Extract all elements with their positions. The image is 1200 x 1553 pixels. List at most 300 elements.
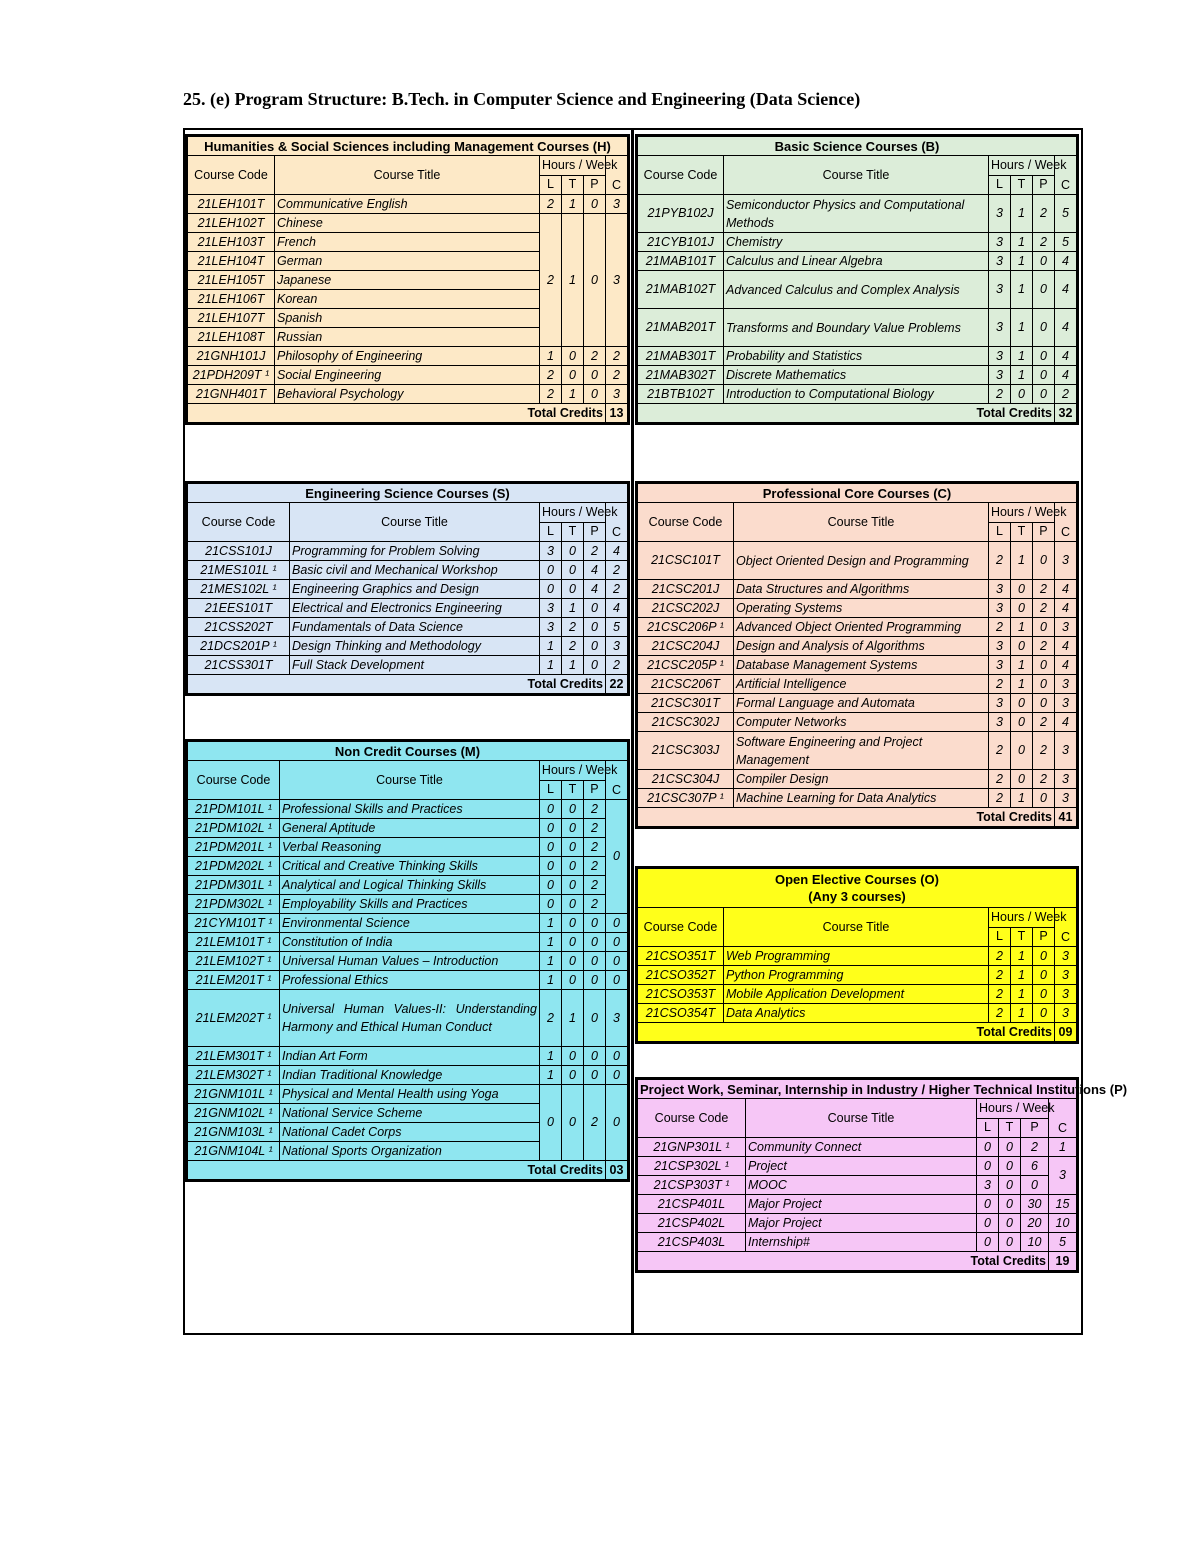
hours-t: 0 <box>1010 770 1032 789</box>
hours-t: 1 <box>1010 347 1032 366</box>
hours-p: 2 <box>583 1085 605 1161</box>
credits: 3 <box>605 214 627 347</box>
table-row <box>188 895 628 914</box>
hours-p: 2 <box>583 542 605 561</box>
hours-p: 0 <box>583 637 605 656</box>
hours-t: 1 <box>561 990 583 1047</box>
course-code: 21CSC303J <box>638 732 734 770</box>
hours-p: 2 <box>583 819 605 838</box>
hours-l: 3 <box>988 252 1010 271</box>
hours-l: 0 <box>539 1085 561 1161</box>
table-row <box>638 1233 1077 1252</box>
hours-l: 2 <box>539 366 561 385</box>
course-code: 21CSO352T <box>638 966 724 985</box>
hours-p: 2 <box>583 838 605 857</box>
credits: 4 <box>1054 580 1076 599</box>
table-row <box>638 732 1077 770</box>
header-l: L <box>539 780 561 800</box>
hours-l: 3 <box>539 618 561 637</box>
course-code: 21CSS101J <box>188 542 290 561</box>
non-credit-block <box>185 739 630 1182</box>
table-row <box>638 656 1077 675</box>
header-course-code: Course Code <box>638 1099 746 1138</box>
course-title: Environmental Science <box>280 914 540 933</box>
hours-p: 0 <box>583 990 605 1047</box>
course-title: Machine Learning for Data Analytics <box>734 789 989 808</box>
course-title: Major Project <box>746 1214 977 1233</box>
hours-t: 1 <box>1010 542 1032 580</box>
credits: 5 <box>1049 1233 1077 1252</box>
course-code: 21PDM102L ¹ <box>188 819 280 838</box>
course-title: Major Project <box>746 1195 977 1214</box>
course-code: 21CYB101J <box>638 233 724 252</box>
hours-l: 0 <box>539 819 561 838</box>
hours-t: 0 <box>561 952 583 971</box>
course-title: Community Connect <box>746 1138 977 1157</box>
hours-l: 0 <box>977 1195 999 1214</box>
course-code: 21PDM101L ¹ <box>188 800 280 819</box>
credits: 4 <box>605 599 627 618</box>
course-title: Project <box>746 1157 977 1176</box>
header-course-title: Course Title <box>275 156 540 195</box>
header-t: T <box>1010 175 1032 195</box>
hours-t: 0 <box>561 914 583 933</box>
course-title: Russian <box>275 328 540 347</box>
hours-l: 3 <box>988 271 1010 309</box>
course-code: 21CSC204J <box>638 637 734 656</box>
hours-l: 1 <box>539 347 561 366</box>
hours-t: 0 <box>1010 713 1032 732</box>
table-row <box>188 933 628 952</box>
table-row <box>188 195 628 214</box>
table-row <box>638 966 1077 985</box>
table-row <box>188 800 628 819</box>
course-code: 21LEH106T <box>188 290 275 309</box>
header-l: L <box>988 175 1010 195</box>
course-code: 21DCS201P ¹ <box>188 637 290 656</box>
table-row <box>188 857 628 876</box>
course-title: French <box>275 233 540 252</box>
course-code: 21CSC307P ¹ <box>638 789 734 808</box>
hours-p: 2 <box>1032 713 1054 732</box>
course-title: Mobile Application Development <box>724 985 989 1004</box>
engineering-science-table <box>187 483 628 694</box>
hours-p: 0 <box>1032 252 1054 271</box>
project-work-block <box>635 1077 1128 1273</box>
table-row <box>638 675 1077 694</box>
course-title: Social Engineering <box>275 366 540 385</box>
credits: 4 <box>605 542 627 561</box>
hours-p: 0 <box>1032 618 1054 637</box>
table-row <box>188 637 628 656</box>
table-row <box>638 618 1077 637</box>
header-c: C <box>605 503 627 542</box>
hours-p: 0 <box>1032 309 1054 347</box>
hours-p: 2 <box>1032 195 1054 233</box>
credits: 2 <box>1054 385 1076 404</box>
table-row <box>188 599 628 618</box>
course-code: 21GNM101L ¹ <box>188 1085 280 1104</box>
hours-l: 2 <box>989 966 1011 985</box>
hours-t: 0 <box>1010 599 1032 618</box>
course-title: Universal Human Values-II: Understanding Harmony and Ethical Human Conduct <box>280 990 540 1047</box>
course-code: 21PDM201L ¹ <box>188 838 280 857</box>
hours-p: 0 <box>1033 966 1055 985</box>
header-course-title: Course Title <box>280 761 540 800</box>
table-row <box>638 713 1077 732</box>
open-elective-subtitle: (Any 3 courses) <box>808 889 906 904</box>
table-row <box>638 637 1077 656</box>
hours-t: 1 <box>561 195 583 214</box>
course-title: Artificial Intelligence <box>734 675 989 694</box>
hours-t: 0 <box>1010 694 1032 713</box>
table-row <box>188 347 628 366</box>
hours-l: 0 <box>539 580 561 599</box>
course-code: 21MAB102T <box>638 271 724 309</box>
hours-t: 0 <box>561 561 583 580</box>
credits: 2 <box>605 561 627 580</box>
course-code: 21LEM101T ¹ <box>188 933 280 952</box>
table-row <box>638 195 1077 233</box>
hours-t: 0 <box>561 366 583 385</box>
credits: 0 <box>605 1047 627 1066</box>
course-code: 21MES101L ¹ <box>188 561 290 580</box>
header-p: P <box>1033 927 1055 947</box>
page-heading: 25. (e) Program Structure: B.Tech. in Computer Science and Engineering (Data Science) <box>183 89 861 109</box>
hours-p: 2 <box>1032 233 1054 252</box>
credits: 5 <box>1054 195 1076 233</box>
hours-t: 0 <box>561 857 583 876</box>
hours-l: 0 <box>539 838 561 857</box>
course-title: Electrical and Electronics Engineering <box>290 599 540 618</box>
course-code: 21CSC101T <box>638 542 734 580</box>
course-title: National Cadet Corps <box>280 1123 540 1142</box>
course-code: 21GNM103L ¹ <box>188 1123 280 1142</box>
course-title: National Service Scheme <box>280 1104 540 1123</box>
credits: 3 <box>1054 675 1076 694</box>
hours-p: 0 <box>583 195 605 214</box>
hours-l: 1 <box>539 637 561 656</box>
hours-t: 0 <box>561 971 583 990</box>
hours-l: 3 <box>988 637 1010 656</box>
header-c: C <box>1049 1099 1077 1138</box>
table-row <box>638 789 1077 808</box>
hours-l: 0 <box>977 1138 999 1157</box>
credits: 3 <box>1055 1004 1077 1023</box>
hours-p: 0 <box>583 656 605 675</box>
hours-p: 0 <box>1032 789 1054 808</box>
course-title: Communicative English <box>275 195 540 214</box>
table-row <box>638 1004 1077 1023</box>
hours-t: 1 <box>1011 947 1033 966</box>
course-code: 21LEH105T <box>188 271 275 290</box>
header-l: L <box>539 175 561 195</box>
course-title: Data Analytics <box>724 1004 989 1023</box>
hours-l: 2 <box>539 385 561 404</box>
hours-p: 0 <box>583 385 605 404</box>
table-row <box>638 985 1077 1004</box>
course-title: Chinese <box>275 214 540 233</box>
hours-l: 2 <box>989 1004 1011 1023</box>
header-hours: Hours / Week <box>977 1099 1049 1119</box>
header-course-title: Course Title <box>290 503 540 542</box>
course-title: Data Structures and Algorithms <box>734 580 989 599</box>
hours-l: 3 <box>988 656 1010 675</box>
header-l: L <box>977 1118 999 1138</box>
hours-l: 1 <box>539 656 561 675</box>
header-t: T <box>999 1118 1021 1138</box>
table-row <box>188 385 628 404</box>
header-c: C <box>605 156 627 195</box>
course-code: 21PDM301L ¹ <box>188 876 280 895</box>
hours-l: 0 <box>977 1157 999 1176</box>
course-code: 21MAB302T <box>638 366 724 385</box>
hours-t: 0 <box>999 1176 1021 1195</box>
course-code: 21MAB101T <box>638 252 724 271</box>
course-code: 21CSO354T <box>638 1004 724 1023</box>
header-t: T <box>1011 927 1033 947</box>
course-title: Engineering Graphics and Design <box>290 580 540 599</box>
table-row <box>188 542 628 561</box>
header-p: P <box>583 175 605 195</box>
course-code: 21CSC301T <box>638 694 734 713</box>
course-title: Calculus and Linear Algebra <box>724 252 989 271</box>
table-row <box>638 599 1077 618</box>
header-c: C <box>1054 156 1076 195</box>
header-course-title: Course Title <box>724 156 989 195</box>
hours-l: 0 <box>539 561 561 580</box>
course-code: 21CSP402L <box>638 1214 746 1233</box>
hours-l: 3 <box>988 233 1010 252</box>
course-title: Advanced Object Oriented Programming <box>734 618 989 637</box>
open-elective-title: Open Elective Courses (O) <box>775 872 939 887</box>
header-t: T <box>561 175 583 195</box>
table-row <box>638 309 1077 347</box>
project-work-table <box>637 1079 1128 1271</box>
hours-p: 0 <box>1032 656 1054 675</box>
hours-t: 0 <box>999 1138 1021 1157</box>
hours-t: 1 <box>561 385 583 404</box>
course-code: 21PDM202L ¹ <box>188 857 280 876</box>
hours-l: 2 <box>989 985 1011 1004</box>
hours-l: 0 <box>539 857 561 876</box>
table-row <box>638 1138 1077 1157</box>
hours-p: 0 <box>583 933 605 952</box>
header-course-code: Course Code <box>188 503 290 542</box>
hours-p: 0 <box>1032 694 1054 713</box>
hours-p: 2 <box>1032 637 1054 656</box>
hours-p: 4 <box>583 561 605 580</box>
total-credits-label: Total Credits <box>188 675 606 694</box>
hours-l: 0 <box>977 1233 999 1252</box>
hours-t: 1 <box>1010 271 1032 309</box>
credits: 0 <box>605 933 627 952</box>
hours-p: 2 <box>1032 599 1054 618</box>
course-code: 21LEM202T ¹ <box>188 990 280 1047</box>
credits: 5 <box>605 618 627 637</box>
credits: 3 <box>1055 985 1077 1004</box>
hours-t: 0 <box>561 580 583 599</box>
credits: 4 <box>1054 713 1076 732</box>
humanities-table <box>187 136 628 423</box>
hours-l: 0 <box>539 895 561 914</box>
credits: 3 <box>1054 732 1076 770</box>
hours-p: 0 <box>1032 366 1054 385</box>
credits: 0 <box>605 971 627 990</box>
credits: 3 <box>605 385 627 404</box>
credits: 3 <box>1054 789 1076 808</box>
table-row <box>638 1176 1077 1195</box>
table-row <box>188 214 628 233</box>
table-row <box>188 819 628 838</box>
hours-t: 0 <box>561 347 583 366</box>
header-hours: Hours / Week <box>988 156 1054 176</box>
course-title: National Sports Organization <box>280 1142 540 1161</box>
course-code: 21LEH108T <box>188 328 275 347</box>
hours-p: 30 <box>1021 1195 1049 1214</box>
hours-p: 20 <box>1021 1214 1049 1233</box>
hours-t: 1 <box>1010 656 1032 675</box>
course-code: 21CSS202T <box>188 618 290 637</box>
hours-l: 2 <box>539 990 561 1047</box>
credits: 3 <box>605 637 627 656</box>
header-c: C <box>1055 908 1077 947</box>
hours-p: 2 <box>1032 580 1054 599</box>
hours-p: 4 <box>583 580 605 599</box>
credits: 3 <box>1055 966 1077 985</box>
hours-l: 1 <box>539 914 561 933</box>
total-credits-label: Total Credits <box>638 404 1055 423</box>
course-title: Operating Systems <box>734 599 989 618</box>
table-row <box>638 233 1077 252</box>
course-title: Software Engineering and Project Management <box>734 732 989 770</box>
credits: 3 <box>1054 770 1076 789</box>
course-code: 21MAB201T <box>638 309 724 347</box>
table-row <box>638 947 1077 966</box>
hours-p: 2 <box>583 876 605 895</box>
total-credits-value: 13 <box>605 404 627 423</box>
course-title: Universal Human Values – Introduction <box>280 952 540 971</box>
total-credits-value: 19 <box>1049 1252 1077 1271</box>
credits: 0 <box>605 800 627 914</box>
credits: 3 <box>605 195 627 214</box>
header-p: P <box>1032 522 1054 542</box>
hours-t: 2 <box>561 618 583 637</box>
header-hours: Hours / Week <box>539 503 605 523</box>
table-row <box>188 914 628 933</box>
credits: 2 <box>605 580 627 599</box>
course-code: 21CSC202J <box>638 599 734 618</box>
header-p: P <box>1032 175 1054 195</box>
header-p: P <box>583 522 605 542</box>
course-code: 21CSC206P ¹ <box>638 618 734 637</box>
hours-p: 0 <box>583 971 605 990</box>
course-title: Python Programming <box>724 966 989 985</box>
course-title: Japanese <box>275 271 540 290</box>
header-course-code: Course Code <box>638 156 724 195</box>
project-work-title: Project Work, Seminar, Internship in Industry / Higher Technical Institutions (P) <box>638 1080 1077 1099</box>
header-hours: Hours / Week <box>988 503 1054 523</box>
hours-l: 3 <box>988 366 1010 385</box>
course-code: 21LEH101T <box>188 195 275 214</box>
credits: 3 <box>605 990 627 1047</box>
hours-p: 2 <box>583 347 605 366</box>
hours-t: 1 <box>1010 789 1032 808</box>
course-title: Advanced Calculus and Complex Analysis <box>724 271 989 309</box>
course-code: 21CSC302J <box>638 713 734 732</box>
table-row <box>638 366 1077 385</box>
humanities-title: Humanities & Social Sciences including Management Courses (H) <box>188 137 628 156</box>
credits: 3 <box>1054 694 1076 713</box>
table-row <box>188 618 628 637</box>
hours-l: 1 <box>539 1066 561 1085</box>
hours-p: 0 <box>583 952 605 971</box>
hours-l: 3 <box>977 1176 999 1195</box>
table-row <box>638 385 1077 404</box>
course-code: 21CSC206T <box>638 675 734 694</box>
course-code: 21CSO353T <box>638 985 724 1004</box>
hours-p: 2 <box>1032 732 1054 770</box>
header-p: P <box>1021 1118 1049 1138</box>
hours-t: 0 <box>561 1066 583 1085</box>
hours-p: 6 <box>1021 1157 1049 1176</box>
course-title: Philosophy of Engineering <box>275 347 540 366</box>
course-code: 21CSP303T ¹ <box>638 1176 746 1195</box>
course-title: Compiler Design <box>734 770 989 789</box>
course-title: Full Stack Development <box>290 656 540 675</box>
basic-science-table <box>637 136 1077 423</box>
table-row <box>638 580 1077 599</box>
hours-t: 0 <box>561 800 583 819</box>
table-row <box>188 561 628 580</box>
credits: 4 <box>1054 252 1076 271</box>
total-credits-label: Total Credits <box>638 808 1055 827</box>
table-row <box>188 876 628 895</box>
professional-core-title: Professional Core Courses (C) <box>638 484 1077 503</box>
credits: 4 <box>1054 366 1076 385</box>
credits: 5 <box>1054 233 1076 252</box>
course-title: Formal Language and Automata <box>734 694 989 713</box>
total-credits-label: Total Credits <box>188 1161 606 1180</box>
hours-l: 2 <box>988 618 1010 637</box>
header-course-title: Course Title <box>746 1099 977 1138</box>
course-title: Object Oriented Design and Programming <box>734 542 989 580</box>
header-c: C <box>1054 503 1076 542</box>
header-l: L <box>539 522 561 542</box>
course-code: 21CSP401L <box>638 1195 746 1214</box>
course-code: 21CSP302L ¹ <box>638 1157 746 1176</box>
table-row <box>638 347 1077 366</box>
course-code: 21MES102L ¹ <box>188 580 290 599</box>
credits: 3 <box>1055 947 1077 966</box>
open-elective-block <box>635 866 1079 1044</box>
course-title: Fundamentals of Data Science <box>290 618 540 637</box>
header-course-title: Course Title <box>734 503 989 542</box>
credits: 4 <box>1054 347 1076 366</box>
hours-t: 1 <box>1010 309 1032 347</box>
course-title: Indian Art Form <box>280 1047 540 1066</box>
header-course-code: Course Code <box>638 503 734 542</box>
course-title: Design and Analysis of Algorithms <box>734 637 989 656</box>
hours-t: 1 <box>1011 1004 1033 1023</box>
hours-p: 2 <box>583 800 605 819</box>
table-row <box>188 1066 628 1085</box>
course-code: 21CSP403L <box>638 1233 746 1252</box>
course-title: Web Programming <box>724 947 989 966</box>
course-code: 21CSC304J <box>638 770 734 789</box>
hours-t: 0 <box>999 1233 1021 1252</box>
table-row <box>188 1085 628 1104</box>
